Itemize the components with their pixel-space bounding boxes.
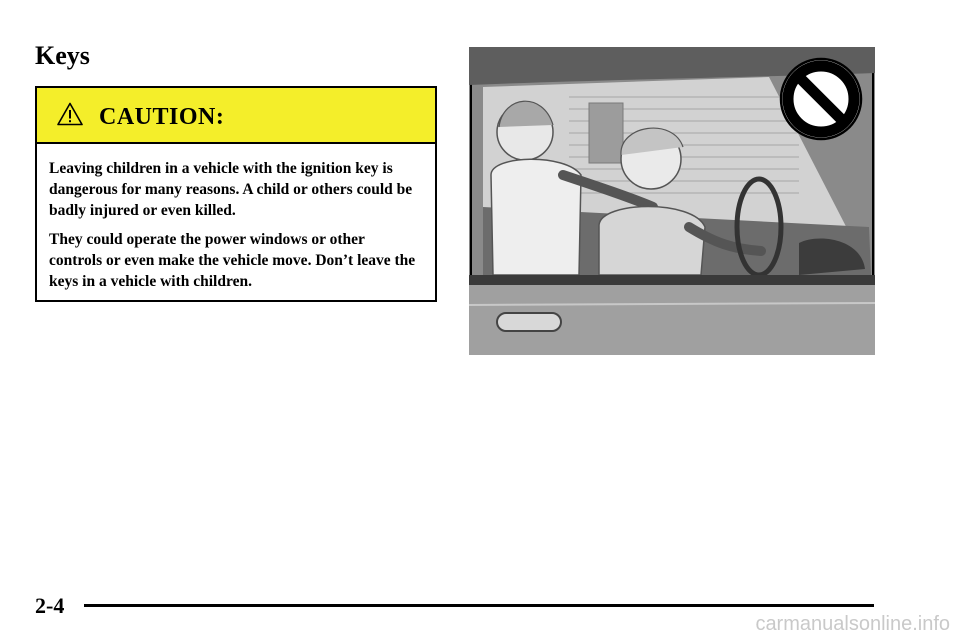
page-number: 2-4: [35, 593, 65, 618]
caution-label: CAUTION:: [99, 104, 225, 130]
caution-header: [37, 88, 435, 144]
caution-box: [35, 86, 437, 302]
section-title: Keys: [35, 41, 90, 70]
footer-rule: [84, 604, 874, 607]
caution-paragraph: They could operate the power windows or other controls or even make the vehicle move. Don’t leave the keys in a vehicle with children.: [49, 231, 416, 290]
watermark: carmanualsonline.info: [755, 613, 950, 635]
warning-triangle-icon: [57, 102, 83, 126]
children-in-vehicle-illustration: [469, 47, 875, 355]
prohibition-sign-icon: [781, 59, 861, 139]
caution-paragraph: Leaving children in a vehicle with the ignition key is dangerous for many reasons. A child or others could be badly injured or even killed.: [49, 160, 413, 219]
caution-body: [37, 144, 435, 292]
